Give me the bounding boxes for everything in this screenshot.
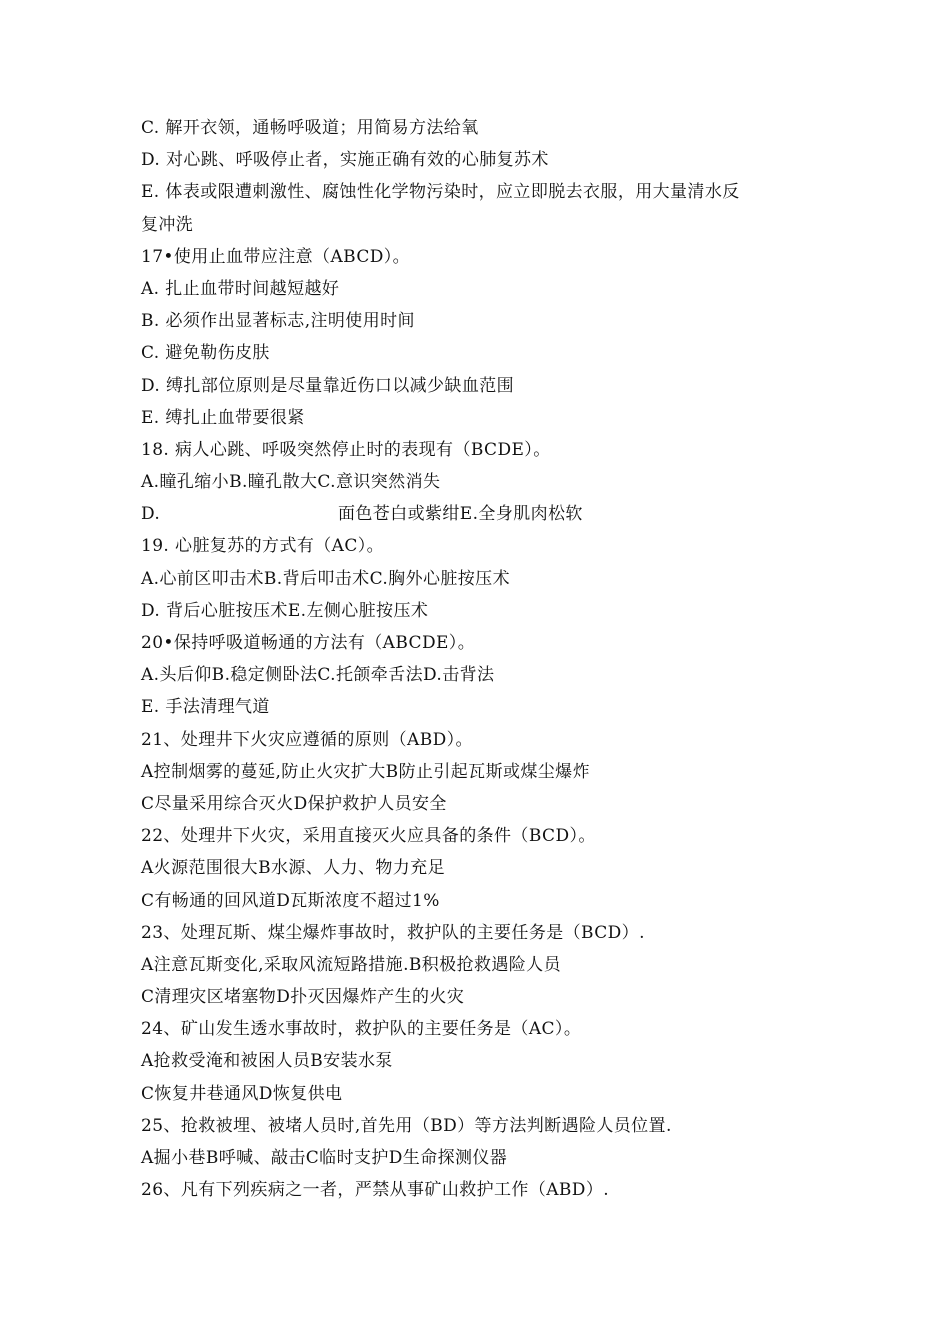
- question-25: 25、抢救被埋、被堵人员时,首先用（BD）等方法判断遇险人员位置.: [141, 1115, 672, 1136]
- q25-options-abcd: A掘小巷B呼喊、敲击C临时支护D生命探测仪器: [141, 1148, 508, 1168]
- q17-option-a: A. 扎止血带时间越短越好: [141, 278, 340, 299]
- q23-options-ab: A注意瓦斯变化,采取风流短路措施.B积极抢救遇险人员: [141, 954, 561, 975]
- option-e-continuation: 复冲洗: [141, 214, 194, 235]
- document-body: [141, 112, 821, 1206]
- option-c-line: C. 解开衣领，通畅呼吸道；用简易方法给氧: [141, 118, 479, 138]
- option-e-line: E. 体表或限遭刺激性、腐蚀性化学物污染时，应立即脱去衣服，用大量清水反: [141, 182, 740, 203]
- question-21: 21、处理井下火灾应遵循的原则（ABD）。: [141, 729, 473, 750]
- q19-options-de: D. 背后心脏按压术E.左侧心脏按压术: [141, 600, 429, 621]
- question-24: 24、矿山发生透水事故时，救护队的主要任务是（AC）。: [141, 1019, 582, 1040]
- option-d-line: D. 对心跳、呼吸停止者，实施正确有效的心肺复苏术: [141, 150, 549, 171]
- q23-options-cd: C清理灾区堵塞物D扑灭因爆炸产生的火灾: [141, 987, 465, 1008]
- q20-options-abcd: A.头后仰B.稳定侧卧法C.托颌牵舌法D.击背法: [141, 665, 495, 686]
- q22-options-cd: C有畅通的回风道D瓦斯浓度不超过1%: [141, 890, 440, 911]
- q21-options-ab: A控制烟雾的蔓延,防止火灾扩大B防止引起瓦斯或煤尘爆炸: [141, 761, 590, 782]
- q18-option-d-e-text: 面色苍白或紫绀E.全身肌肉松软: [338, 504, 583, 525]
- q17-option-c: C. 避免勒伤皮肤: [141, 343, 270, 364]
- q18-options-abc: A.瞳孔缩小B.瞳孔散大C.意识突然消失: [141, 472, 441, 493]
- question-22: 22、处理井下火灾，采用直接灭火应具备的条件（BCD）。: [141, 826, 596, 847]
- q24-options-cd: C恢复井巷通风D恢复供电: [141, 1083, 343, 1104]
- q18-option-d-marker: D.: [141, 504, 161, 525]
- question-18: 18. 病人心跳、呼吸突然停止时的表现有（BCDE）。: [141, 439, 551, 460]
- question-19: 19. 心脏复苏的方式有（AC）。: [141, 536, 385, 557]
- q17-option-b: B. 必须作出显著标志,注明使用时间: [141, 311, 415, 332]
- q20-option-e: E. 手法清理气道: [141, 697, 270, 718]
- q22-options-ab: A火源范围很大B水源、人力、物力充足: [141, 858, 445, 879]
- q17-option-d: D. 缚扎部位原则是尽量靠近伤口以减少缺血范围: [141, 375, 515, 396]
- q21-options-cd: C尽量采用综合灭火D保护救护人员安全: [141, 793, 447, 814]
- q24-options-ab: A抢救受淹和被困人员B安装水泵: [141, 1051, 393, 1072]
- q19-options-abc: A.心前区叩击术B.背后叩击术C.胸外心脏按压术: [141, 568, 510, 589]
- question-26: 26、凡有下列疾病之一者，严禁从事矿山救护工作（ABD）.: [141, 1180, 610, 1201]
- question-17: 17•使用止血带应注意（ABCD）。: [141, 246, 411, 267]
- q18-options-de: [141, 498, 821, 530]
- question-23: 23、处理瓦斯、煤尘爆炸事故时，救护队的主要任务是（BCD）.: [141, 922, 645, 943]
- question-20: 20•保持呼吸道畅通的方法有（ABCDE）。: [141, 633, 476, 653]
- q17-option-e: E. 缚扎止血带要很紧: [141, 407, 305, 428]
